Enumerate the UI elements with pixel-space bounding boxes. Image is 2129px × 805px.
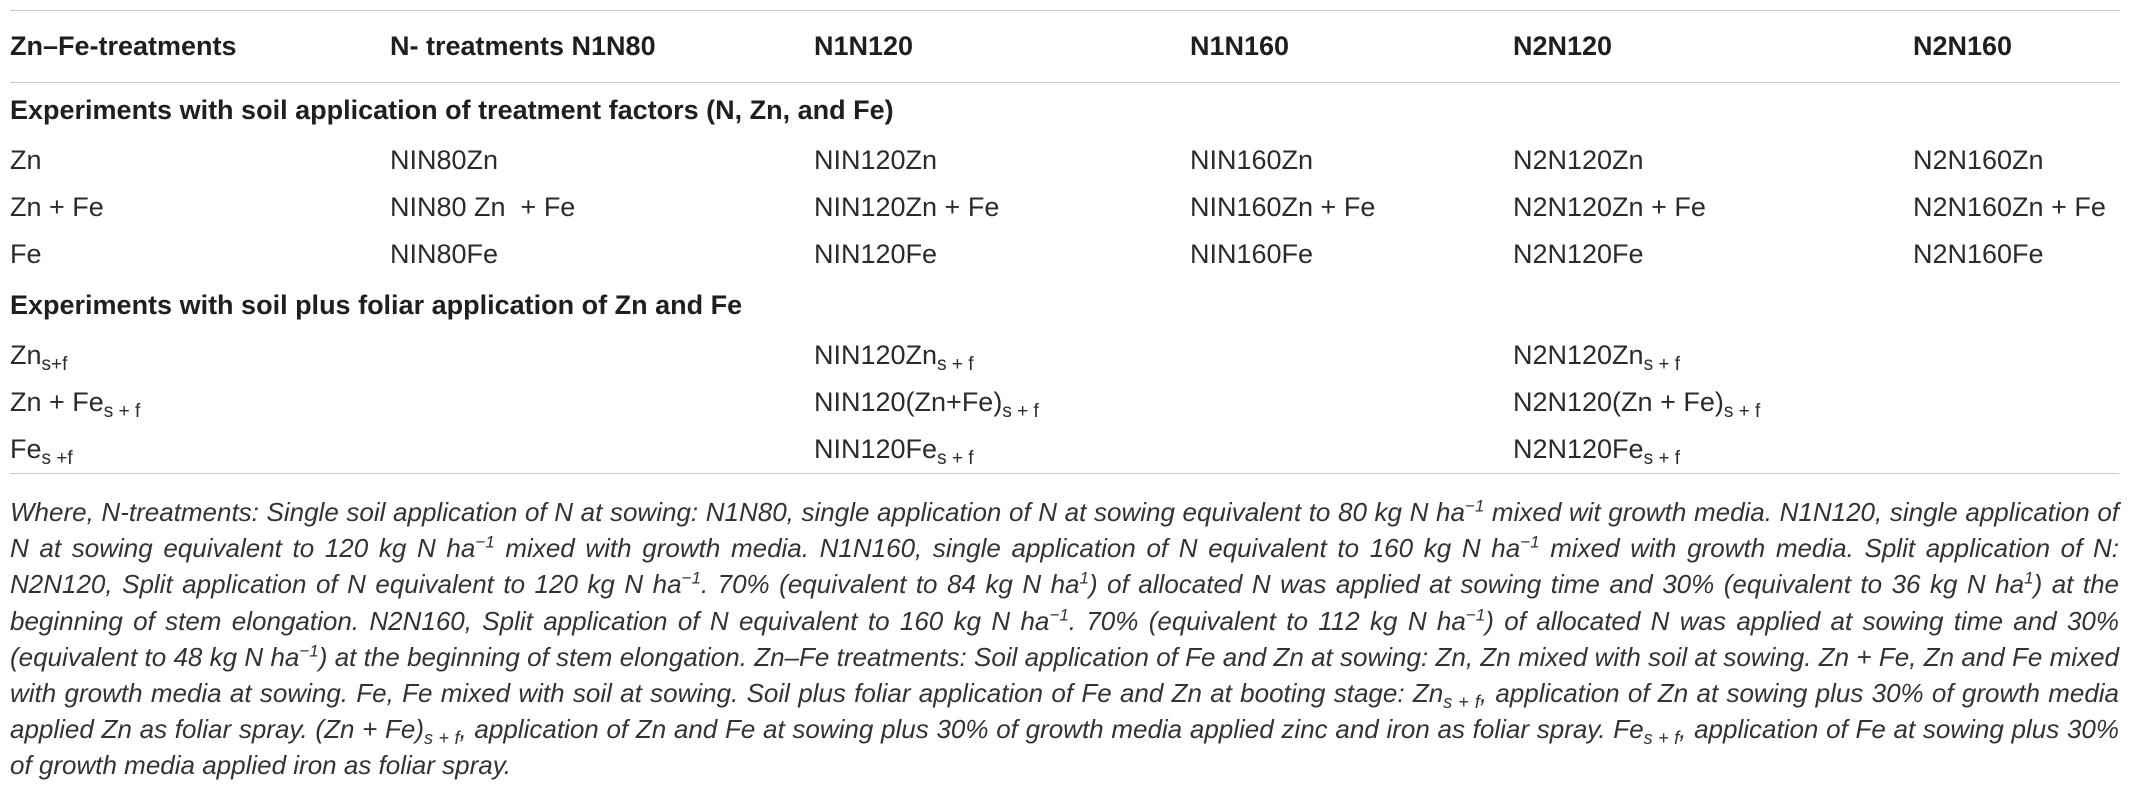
section-title-soil [10,83,2119,137]
table-cell: N2N160Zn [1913,145,2044,175]
table-cell: NIN120Fe [814,239,938,269]
table-cell: NIN160Fe [1190,239,1314,269]
table-cell: N2N120Zn + Fe [1513,192,1706,222]
table-cell: $NIN120(Zn+Fe)_{s + f}$ [814,387,1039,422]
table-cell: $N2N120Fe_{s + f}$ [1513,434,1681,469]
table-cell: NIN120Zn [814,145,938,175]
table-cell: $N2N120Zn_{s + f}$ [1513,340,1681,375]
table-cell: N2N120Fe [1513,239,1644,269]
header-n2n160: N2N160 [1913,31,2013,61]
treatments-table [10,10,2119,474]
table-row [10,426,2119,473]
table-row [10,137,2119,184]
table-cell: NIN80 Zn + Fe [390,192,576,222]
table-cell: $N2N120(Zn + Fe)_{s + f}$ [1513,387,1761,422]
table-row [10,332,2119,379]
table-cell: Zn + Fe [10,192,104,222]
table-header-row [10,11,2119,82]
table-cell: Fe [10,239,42,269]
table-cell: $Zn + Fe_{s + f}$ [10,387,141,422]
section-title-text: Experiments with soil application of treatment factors (N, Zn, and Fe) [10,95,894,125]
header-n1n160: N1N160 [1190,31,1290,61]
table-cell: N2N160Fe [1913,239,2044,269]
table-row [10,231,2119,278]
table-cell: NIN80Fe [390,239,499,269]
table-cell: $Zn_{s+f}$ [10,340,68,375]
table-footnote: Where, N-treatments: Single soil application of N at sowing: N1N80, single application of N at sowing equivalent to 80 kg N $ha^{-1}$ mixed wit growth media. N1N120, single application of N at sowing equivalent to 120 kg N $ha^{-1}$ mixed with growth media. N1N160, single application of N equivalent to 160 kg N $ha^{-1}$ mixed with growth media. Split application of N: N2N120, Split application of N equivalent to 120 kg N $ha^{-1}$. 70% (equivalent to 84 kg N $ha^1$) of allocated N was applied at sowing time and 30% (equivalent to 36 kg N $ha^1$) at the beginning of stem elongation. N2N160, Split application of N equivalent to 160 kg N $ha^{-1}$. 70% (equivalent to 112 kg N $ha^{-1}$) of allocated N was applied at sowing time and 30% (equivalent to 48 kg N $ha^{-1}$) at the beginning of stem elongation. Zn–Fe treatments: Soil application of Fe and Zn at sowing: Zn, Zn mixed with soil at sowing. Zn + Fe, Zn and Fe mixed with growth media at sowing. Fe, Fe mixed with soil at sowing. Soil plus foliar application of Fe and Zn at booting stage: $Zn_{s + f}$, application of Zn at sowing plus 30% of growth media applied Zn as foliar spray. $(Zn + Fe)_{s + f}$, application of Zn and Fe at sowing plus 30% of growth media applied zinc and iron as foliar spray. $Fe_{s + f}$, application of Fe at sowing plus 30% of growth media applied iron as foliar spray. [10,496,2120,781]
table-cell: NIN160Zn + Fe [1190,192,1376,222]
table-cell: NIN120Zn + Fe [814,192,1000,222]
header-n1n80: N- treatments N1N80 [390,31,656,61]
section-title-text: Experiments with soil plus foliar application of Zn and Fe [10,290,743,320]
table-cell: $NIN120Zn_{s + f}$ [814,340,974,375]
table-row [10,184,2119,231]
section-title-foliar [10,278,2119,332]
table-cell: NIN160Zn [1190,145,1314,175]
header-n1n120: N1N120 [814,31,914,61]
table-cell: Zn [10,145,42,175]
table-cell: N2N120Zn [1513,145,1644,175]
table-cell: N2N160Zn + Fe [1913,192,2106,222]
table-cell: NIN80Zn [390,145,499,175]
table-row [10,379,2119,426]
table-bottom-rule [10,473,2119,474]
table-cell: $Fe_{s +f}$ [10,434,73,469]
header-n2n120: N2N120 [1513,31,1613,61]
header-zn-fe-treatments: Zn–Fe-treatments [10,31,237,61]
table-cell: $NIN120Fe_{s + f}$ [814,434,974,469]
